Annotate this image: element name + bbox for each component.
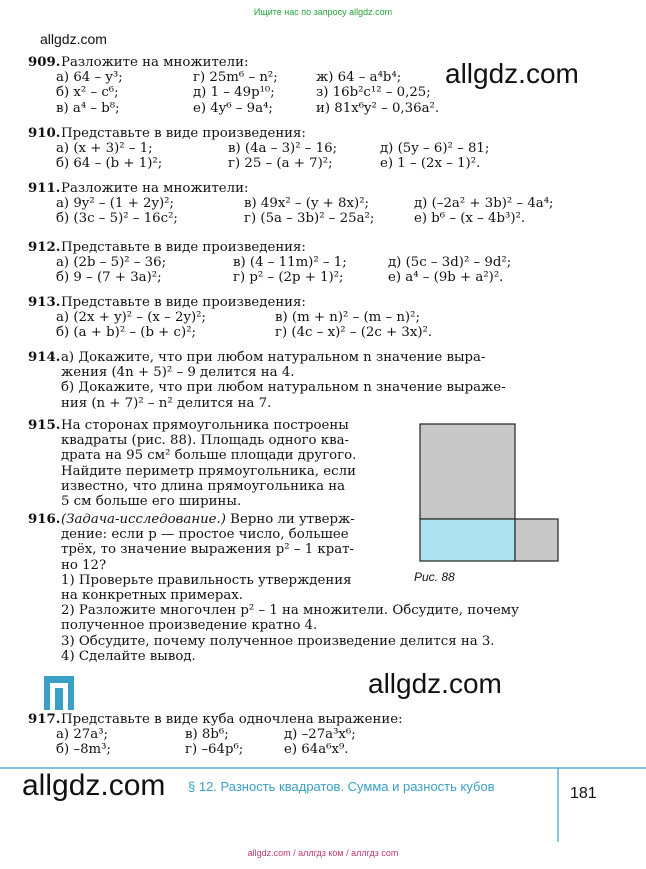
text-line: а) Докажите, что при любом натуральном n значение выра-: [61, 350, 486, 365]
item: г) (5a – 3b)² – 25a²;: [244, 211, 375, 227]
problem-title: Представьте в виде произведения:: [61, 295, 306, 310]
problem-number: 917.: [28, 712, 61, 727]
small-square: [515, 519, 558, 561]
text-line: 4) Сделайте вывод.: [61, 648, 196, 664]
item: а) 27a³;: [56, 727, 108, 743]
item: а) (2x + y)² – (x – 2y)²;: [56, 310, 206, 326]
item: в) (4 – 11m)² – 1;: [233, 255, 347, 271]
item: е) b⁶ – (x – 4b³)².: [414, 211, 526, 227]
text-line: 1) Проверьте правильность утверждения: [61, 572, 352, 588]
text-line: На сторонах прямоугольника построены: [61, 418, 349, 433]
text-line: на конкретных примерах.: [61, 587, 244, 603]
item: б) x² – c⁶;: [56, 85, 119, 101]
item: а) 64 – y³;: [56, 70, 123, 86]
problem-number: 911.: [28, 181, 61, 196]
practice-marker-icon: [44, 676, 74, 710]
item: б) (a + b)² – (b + c)²;: [56, 325, 197, 341]
item: а) 9y² – (1 + 2y)²;: [56, 196, 174, 212]
text-line: дение: если p — простое число, большее: [61, 527, 349, 543]
problem-number: 909.: [28, 55, 61, 70]
footer-rule: [0, 766, 646, 846]
italic-lead: (Задача-исследование.): [61, 512, 226, 527]
watermark-large-3: allgdz.com: [22, 769, 166, 802]
text-line: квадраты (рис. 88). Площадь одного ква-: [61, 433, 350, 449]
item: и) 81x⁶y² – 0,36a².: [316, 100, 440, 116]
item: г) –64p⁶;: [185, 742, 244, 758]
item: б) –8m³;: [56, 742, 111, 758]
text-line: жения (4n + 5)² – 9 делится на 4.: [61, 365, 295, 381]
rectangle: [420, 519, 515, 561]
problem-number: 912.: [28, 240, 61, 255]
page-number: 181: [570, 785, 597, 802]
problem-number: 913.: [28, 295, 61, 310]
item: д) (5c – 3d)² – 9d²;: [388, 255, 512, 271]
item: д) (–2a² + 3b)² – 4a⁴;: [414, 196, 554, 212]
text-line: но 12?: [61, 557, 107, 573]
text-line: 5 см больше его ширины.: [61, 493, 242, 509]
item: б) 9 – (7 + 3a)²;: [56, 270, 162, 286]
problem-number: 914.: [28, 350, 61, 365]
watermark-small: allgdz.com: [40, 31, 107, 47]
problem-number: 910.: [28, 126, 61, 141]
item: б) (3c – 5)² – 16c²;: [56, 211, 178, 227]
item: е) a⁴ – (9b + a²)².: [388, 270, 504, 286]
item: з) 16b²c¹² – 0,25;: [316, 85, 431, 101]
item: в) (m + n)² – (m – n)²;: [275, 310, 420, 326]
problem-title: Разложите на множители:: [61, 181, 249, 196]
item: е) 4y⁶ – 9a⁴;: [193, 100, 273, 116]
item: в) 49x² – (y + 8x)²;: [244, 196, 370, 212]
problem-title: Разложите на множители:: [61, 55, 249, 70]
item: г) 25 – (a + 7)²;: [228, 156, 333, 172]
problem-title: Представьте в виде куба одночлена выражение:: [61, 712, 403, 727]
problem-title: Представьте в виде произведения:: [61, 240, 306, 255]
figure-88: [419, 423, 562, 563]
top-banner[interactable]: Ищите нас по запросу allgdz.com: [253, 7, 393, 17]
text-line: б) Докажите, что при любом натуральном n значение выраже-: [61, 380, 506, 396]
text-line: Найдите периметр прямоугольника, если: [61, 463, 356, 479]
item: д) –27a³x⁶;: [284, 727, 356, 743]
item: в) 8b⁶;: [185, 727, 229, 743]
text-line: ния (n + 7)² – n² делится на 7.: [61, 395, 272, 411]
item: б) 64 – (b + 1)²;: [56, 156, 163, 172]
item: г) p² – (2p + 1)²;: [233, 270, 344, 286]
section-title-footer: § 12. Разность квадратов. Сумма и разность кубов: [188, 779, 495, 794]
item: в) (4a – 3)² – 16;: [228, 141, 338, 157]
watermark-large-1: allgdz.com: [445, 58, 579, 89]
item: в) a⁴ – b⁸;: [56, 100, 120, 116]
problem-number: 916.: [28, 512, 61, 527]
item: г) 25m⁶ – n²;: [193, 70, 278, 86]
item: а) (x + 3)² – 1;: [56, 141, 153, 157]
item: е) 1 – (2x – 1)².: [380, 156, 481, 172]
item: д) (5y – 6)² – 81;: [380, 141, 490, 157]
problem-number: 915.: [28, 418, 61, 433]
bottom-banner[interactable]: allgdz.com / аллгдз ком / аллгдз com: [247, 848, 399, 858]
text-line: известно, что длина прямоугольника на: [61, 478, 346, 494]
item: д) 1 – 49p¹⁰;: [193, 85, 275, 101]
item: а) (2b – 5)² – 36;: [56, 255, 167, 271]
item: ж) 64 – a⁴b⁴;: [316, 70, 402, 86]
large-square: [420, 424, 515, 519]
text-line: полученное произведение кратно 4.: [61, 618, 318, 634]
problem-title: Представьте в виде произведения:: [61, 126, 306, 141]
watermark-large-2: allgdz.com: [368, 668, 502, 699]
text-line: 2) Разложите многочлен p² – 1 на множители. Обсудите, почему: [61, 603, 519, 619]
figure-caption: Рис. 88: [414, 570, 455, 584]
item: е) 64a⁶x⁹.: [284, 742, 349, 758]
text-line: Верно ли утверж-: [225, 512, 355, 527]
text-line: 3) Обсудите, почему полученное произведение делится на 3.: [61, 633, 495, 649]
item: г) (4c – x)² – (2c + 3x)².: [275, 325, 433, 341]
text-line: драта на 95 см² больше площади другого.: [61, 448, 357, 464]
text-line: трёх, то значение выражения p² – 1 крат-: [61, 542, 354, 558]
